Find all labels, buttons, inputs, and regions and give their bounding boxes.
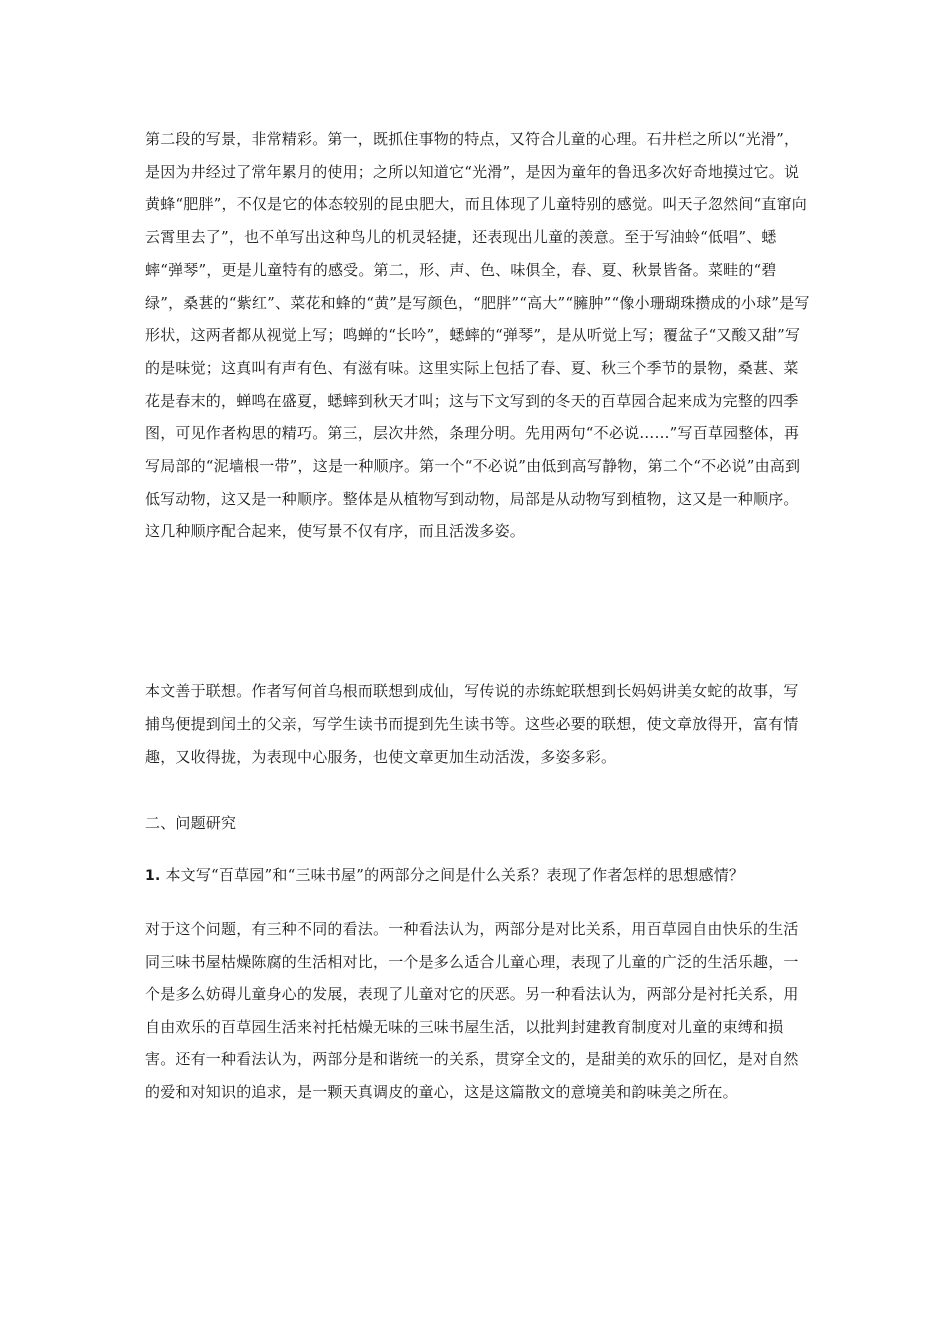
question-number: 1.	[145, 868, 161, 884]
paragraph-association: 本文善于联想。作者写何首乌根而联想到成仙，写传说的赤练蛇联想到长妈妈讲美女蛇的故事，写捕鸟便提到闰土的父亲，写学生读书而提到先生读书等。这些必要的联想，使文章放得开，富有情趣，又收得拢，为表现中心服务，也使文章更加生动活泼，多姿多彩。	[145, 682, 799, 766]
section-heading: 二、问题研究	[145, 814, 237, 832]
question-1	[145, 863, 813, 888]
paragraph-scenery-analysis: 第二段的写景，非常精彩。第一，既抓住事物的特点，又符合儿童的心理。石井栏之所以“光滑”，是因为井经过了常年累月的使用；之所以知道它“光滑”，是因为童年的鲁迅多次好奇地摸过它。说黄蜂“肥胖”，不仅是它的体态较别的昆虫肥大，而且体现了儿童特别的感觉。叫天子忽然间“直窜向云霄里去了”，也不单写出这种鸟儿的机灵轻捷，还表现出儿童的羡意。至于写油蛉“低唱”、蟋蟀“弹琴”，更是儿童特有的感受。第二，形、声、色、味俱全，春、夏、秋景皆备。菜畦的“碧绿”，桑葚的“紫红”、菜花和蜂的“黄”是写颜色，“肥胖”“高大”“臃肿”“像小珊瑚珠攒成的小球”是写形状，这两者都从视觉上写；鸣蝉的“长吟”，蟋蟀的“弹琴”，是从听觉上写；覆盆子“又酸又甜”写的是味觉；这真叫有声有色、有滋有味。这里实际上包括了春、夏、秋三个季节的景物，桑葚、菜花是春末的，蝉鸣在盛夏，蟋蟀到秋天才叫；这与下文写到的冬天的百草园合起来成为完整的四季图，可见作者构思的精巧。第三，层次井然，条理分明。先用两句“不必说……”写百草园整体，再写局部的“泥墙根一带”，这是一种顺序。第一个“不必说”由低到高写静物，第二个“不必说”由高到低写动物，这又是一种顺序。整体是从植物写到动物，局部是从动物写到植物，这又是一种顺序。这几种顺序配合起来，使写景不仅有序，而且活泼多姿。	[145, 130, 810, 541]
paragraph-answer: 对于这个问题，有三种不同的看法。一种看法认为，两部分是对比关系，用百草园自由快乐的生活同三味书屋枯燥陈腐的生活相对比，一个是多么适合儿童心理，表现了儿童的广泛的生活乐趣，一个是多么妨碍儿童身心的发展，表现了儿童对它的厌恶。另一种看法认为，两部分是衬托关系，用自由欢乐的百草园生活来衬托枯燥无味的三味书屋生活，以批判封建教育制度对儿童的束缚和损害。还有一种看法认为，两部分是和谐统一的关系，贯穿全文的，是甜美的欢乐的回忆，是对自然的爱和对知识的追求，是一颗天真调皮的童心，这是这篇散文的意境美和韵味美之所在。	[145, 920, 799, 1101]
question-text: 本文写“百草园”和“三味书屋”的两部分之间是什么关系？表现了作者怎样的思想感情？	[165, 866, 745, 884]
